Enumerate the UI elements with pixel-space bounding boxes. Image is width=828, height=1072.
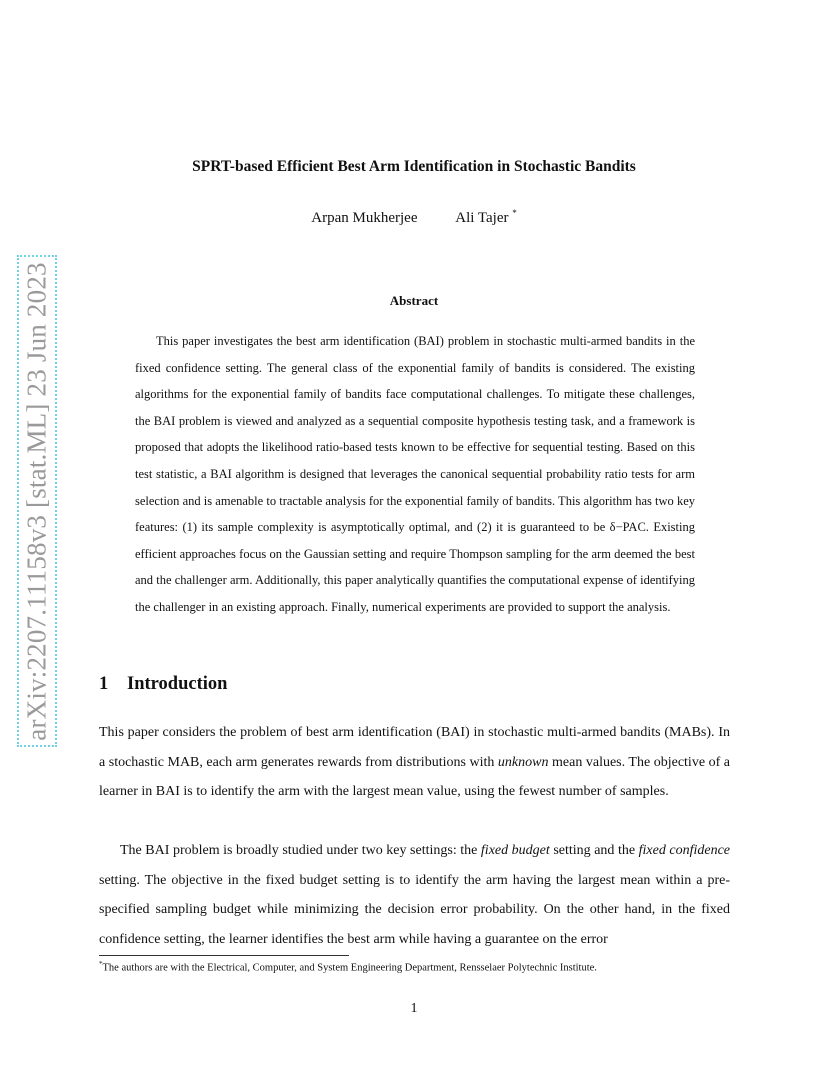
emphasis-text: unknown xyxy=(497,754,549,770)
emphasis-text: fixed budget xyxy=(480,843,550,858)
intro-paragraph-2 xyxy=(99,836,730,954)
author-list xyxy=(0,210,828,227)
author-2 xyxy=(455,210,517,227)
emphasis-text: fixed confidence xyxy=(638,843,730,858)
footnote xyxy=(99,960,739,974)
footnote-mark: * xyxy=(99,960,103,968)
author-name: Arpan Mukherjee xyxy=(311,210,418,226)
intro-paragraph-1 xyxy=(99,718,730,807)
footnote-rule xyxy=(99,955,349,956)
text-run: setting and the xyxy=(549,843,639,858)
abstract-text: This paper investigates the best arm identification (BAI) problem in stochastic multi-armed bandits in the fixed confidence setting. The general class of the exponential family of bandits is considered. The existing algorithms for the exponential family of bandits face computational challenges. To mitigate these challenges, the BAI problem is viewed and analyzed as a sequential composite hypothesis testing task, and a framework is proposed that adopts the likelihood ratio-based tests known to be effective for sequential testing. Based on this test statistic, a BAI algorithm is designed that leverages the canonical sequential probability ratio tests for arm selection and is amenable to tractable analysis for the exponential family of bandits. This algorithm has two key features: (1) its sample complexity is asymptotically optimal, and (2) it is guaranteed to be δ−PAC. Existing efficient approaches focus on the Gaussian setting and require Thompson sampling for the arm deemed the best and the challenger arm. Additionally, this paper analytically quantifies the computational expense of identifying the challenger in an existing approach. Finally, numerical experiments are provided to support the analysis. xyxy=(135,334,695,614)
text-run: This paper considers the problem of best arm identification (BAI) in stochastic multi-armed bandits (MABs). In a stochastic MAB, each arm generates rewards from distributions with xyxy=(99,725,730,770)
footnote-mark: * xyxy=(512,208,517,218)
abstract-heading: Abstract xyxy=(389,293,439,308)
author-1 xyxy=(311,210,417,227)
section-title: Introduction xyxy=(127,674,228,694)
text-run: The BAI problem is broadly studied under two key settings: the xyxy=(120,843,481,858)
footnote-text: The authors are with the Electrical, Computer, and System Engineering Department, Rensselaer Polytechnic Institute. xyxy=(102,962,597,974)
text-run: setting. The objective in the fixed budget setting is to identify the arm having the largest mean within a pre-specified sampling budget while minimizing the decision error probability. On the other hand, in the fixed confidence setting, the learner identifies the best arm while having a guarantee on the error xyxy=(99,872,730,947)
page-number: 1 xyxy=(410,1001,418,1016)
paper-title: SPRT-based Efficient Best Arm Identification in Stochastic Bandits xyxy=(192,158,636,175)
section-heading-introduction xyxy=(99,674,227,695)
arxiv-id-text: arXiv:2207.11158v3 [stat.ML] 23 Jun 2023 xyxy=(21,261,52,741)
text-run: mean values. The objective of a learner in BAI is to identify the arm with the largest mean value, using the fewest number of samples. xyxy=(99,754,730,799)
arxiv-watermark xyxy=(17,255,57,747)
section-number: 1 xyxy=(99,674,109,694)
author-name: Ali Tajer xyxy=(455,210,509,226)
